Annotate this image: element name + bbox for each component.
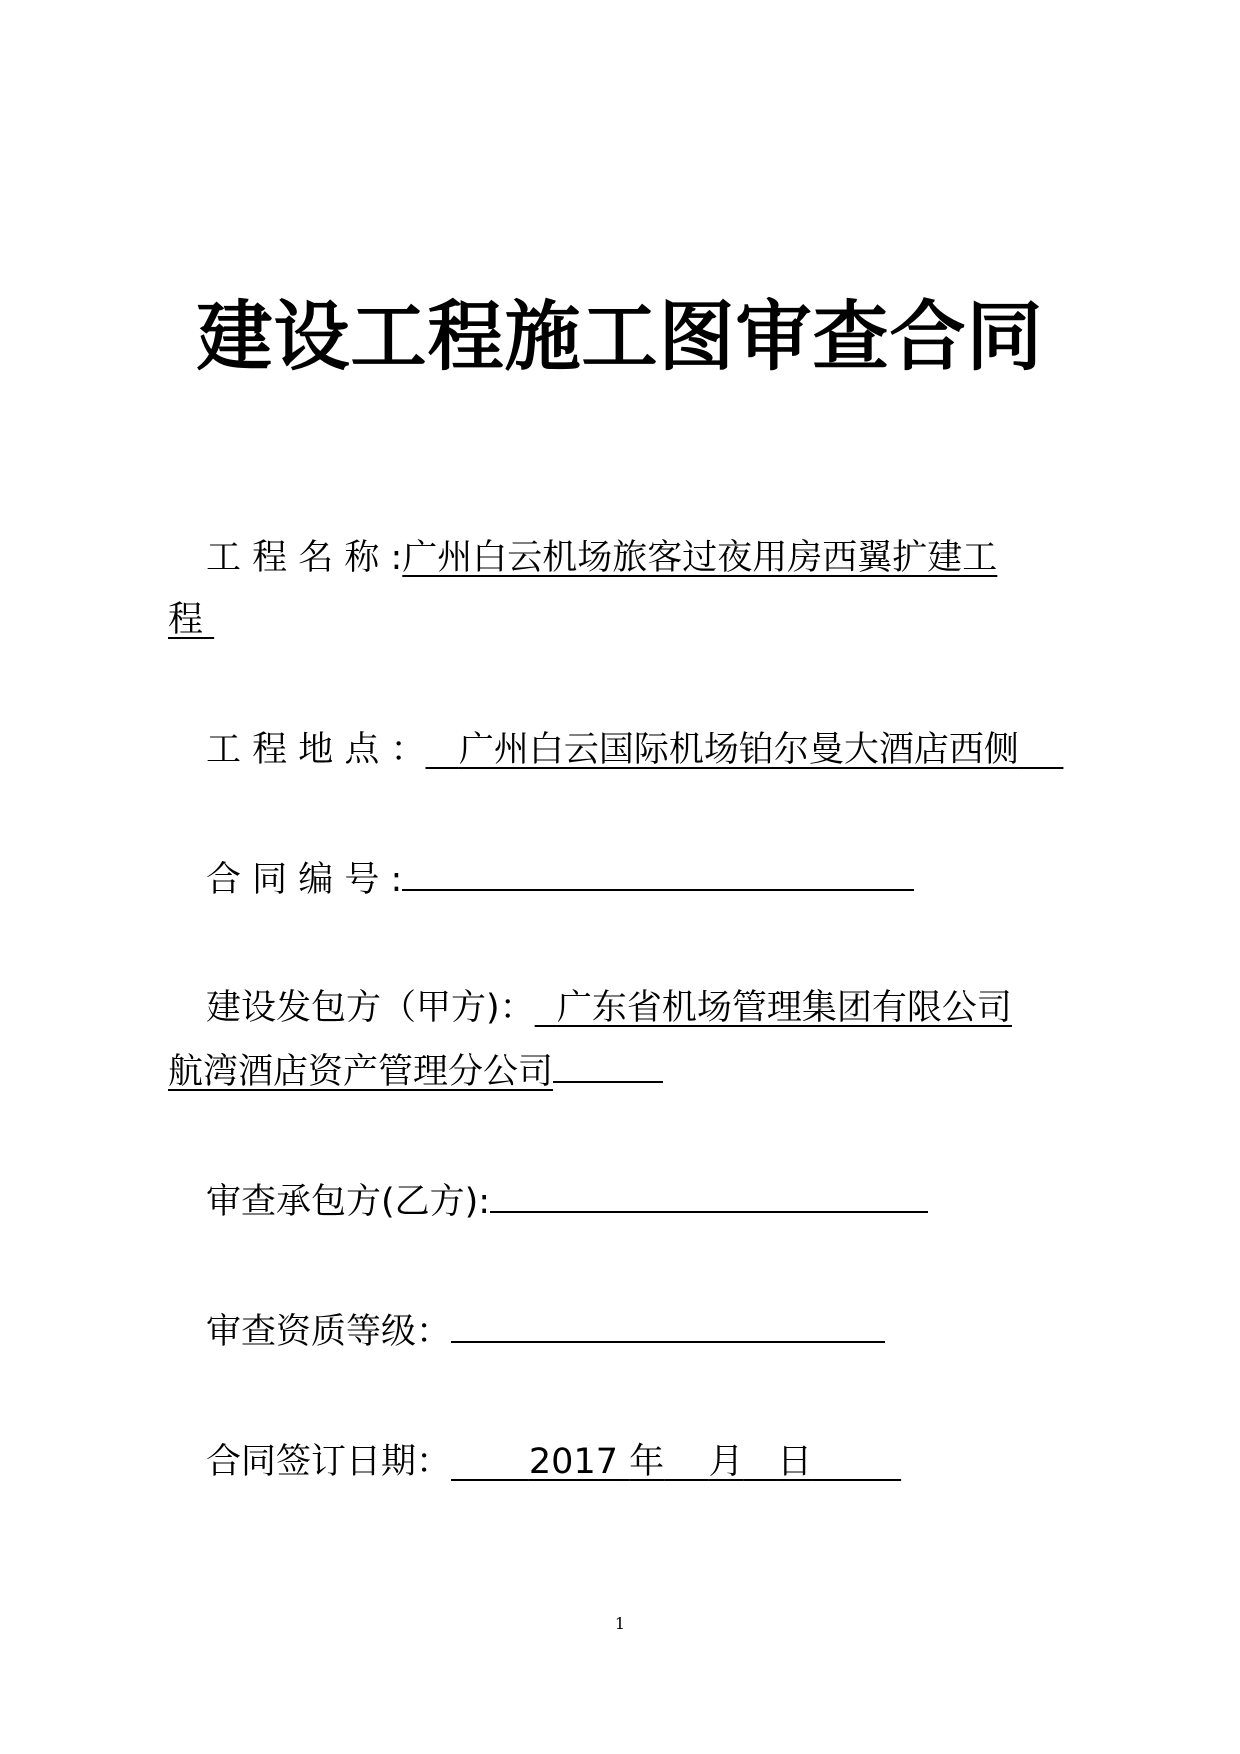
qualification-row xyxy=(206,1300,885,1364)
project-name-row-2 xyxy=(168,588,214,652)
sign-date-label: 合同签订日期： xyxy=(206,1442,452,1482)
project-name-label: 工 程 名 称 : xyxy=(206,538,403,578)
sign-date-year-unit: 年 xyxy=(629,1442,665,1482)
party-b-label: 审查承包方(乙方): xyxy=(206,1182,491,1222)
party-a-value-line2: 航湾酒店资产管理分公司 xyxy=(168,1052,554,1092)
sign-date-day-unit: 日 xyxy=(777,1442,813,1482)
project-name-value-line1: 广州白云机场旅客过夜用房西翼扩建工 xyxy=(402,538,998,578)
sign-date-row xyxy=(206,1430,901,1494)
party-b-blank xyxy=(490,1177,928,1213)
party-b-row xyxy=(206,1170,928,1234)
party-a-row xyxy=(206,976,1012,1040)
page-number: 1 xyxy=(614,1614,626,1633)
contract-number-label: 合 同 编 号 : xyxy=(206,860,403,900)
qualification-blank xyxy=(451,1307,885,1343)
party-a-value-line1: 广东省机场管理集团有限公司 xyxy=(556,988,1012,1028)
project-location-row xyxy=(206,718,1063,782)
project-name-row xyxy=(206,526,997,590)
party-a-label: 建设发包方（甲方)： xyxy=(206,988,535,1028)
contract-number-row xyxy=(206,848,914,912)
sign-date-year: 2017 xyxy=(528,1442,618,1482)
project-location-label: 工 程 地 点 ： xyxy=(206,730,426,770)
project-location-value: 广州白云国际机场铂尔曼大酒店西侧 xyxy=(458,730,1019,770)
contract-number-blank xyxy=(402,855,914,891)
party-a-row-2 xyxy=(168,1040,663,1104)
sign-date-month-unit: 月 xyxy=(708,1442,744,1482)
qualification-label: 审查资质等级： xyxy=(206,1312,452,1352)
project-name-value-line2: 程 xyxy=(168,600,204,640)
document-title: 建设工程施工图审查合同 xyxy=(196,292,1044,381)
